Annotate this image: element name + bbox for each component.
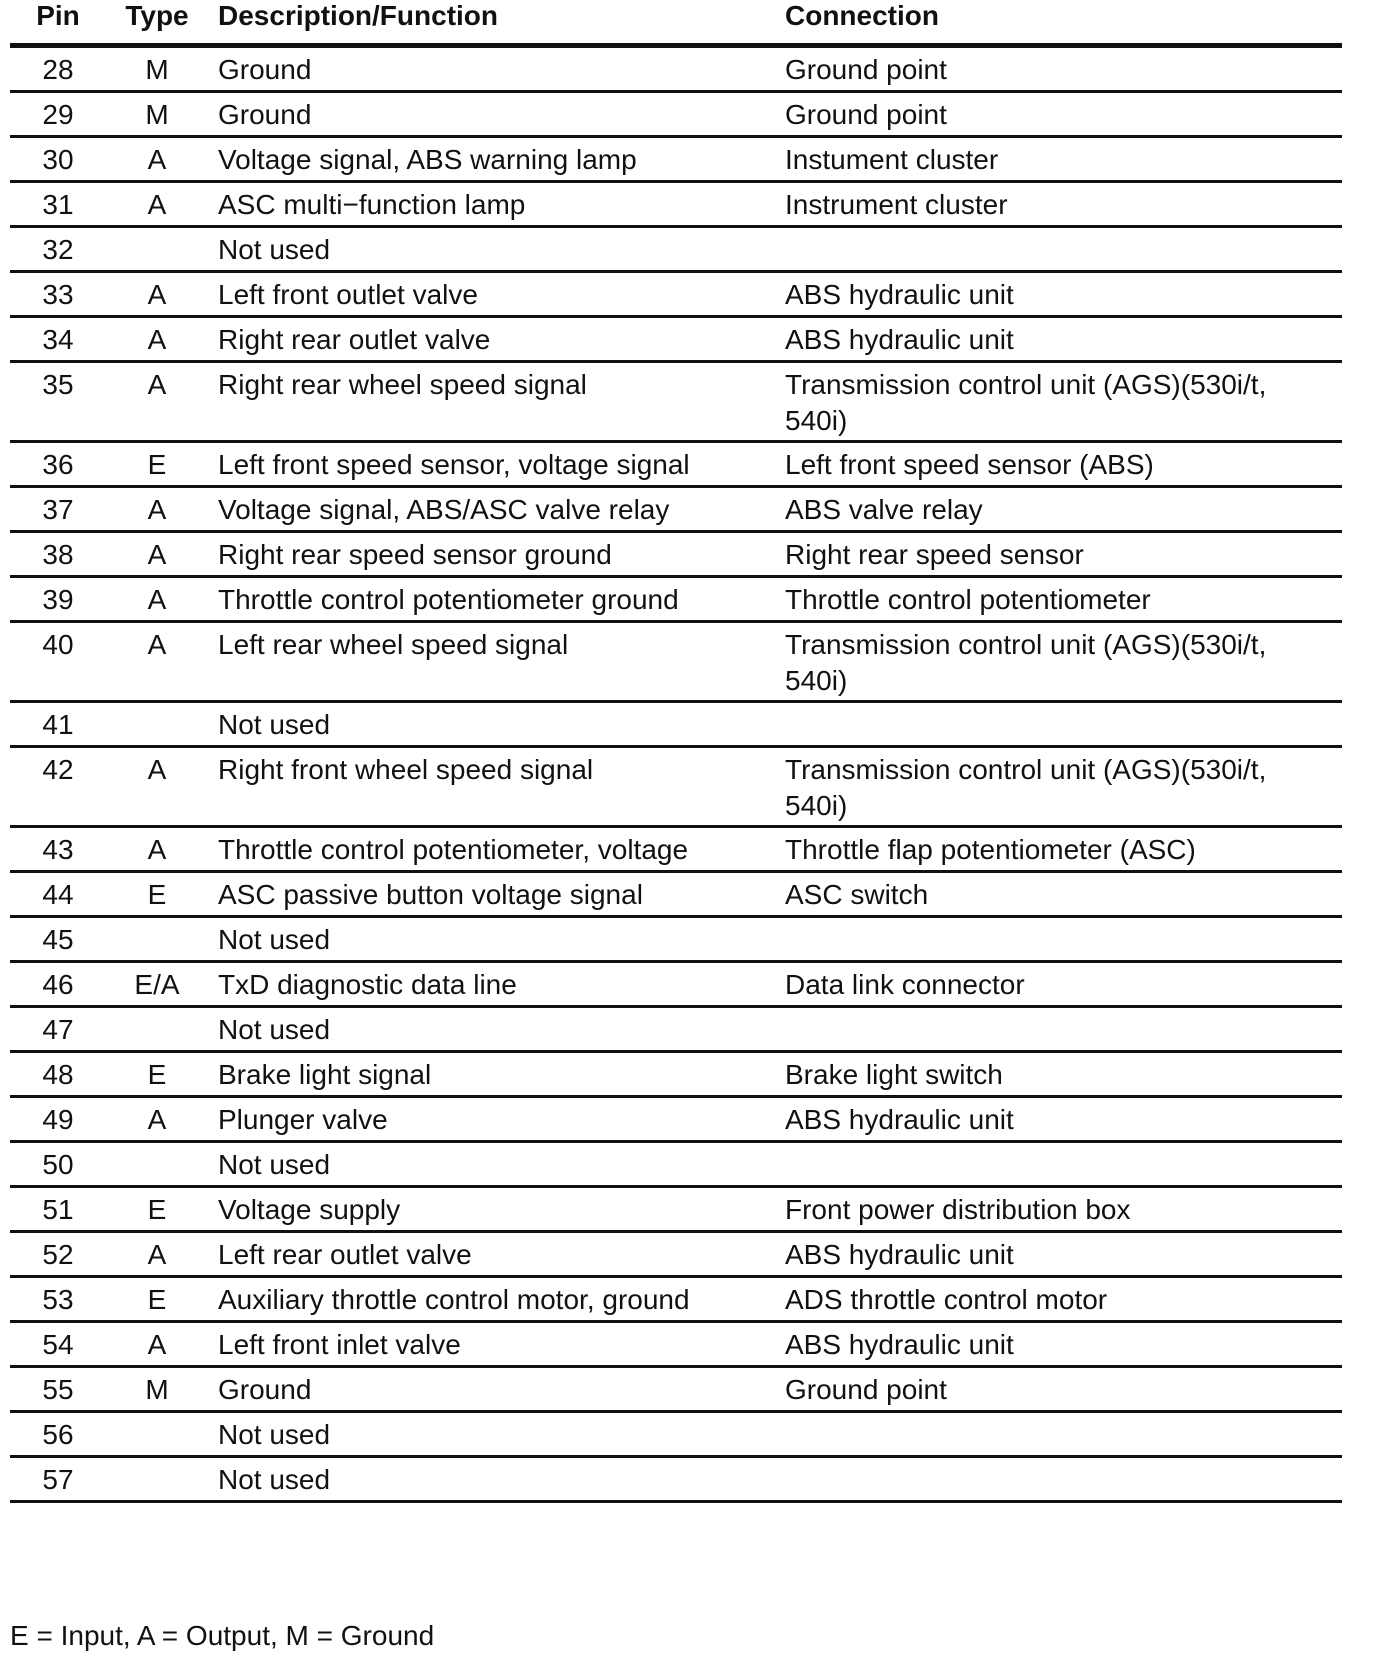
description-cell: Throttle control potentiometer ground	[218, 584, 679, 615]
pin-cell: 48	[42, 1059, 74, 1090]
description-cell: Not used	[218, 924, 331, 955]
connection-cell: Instument cluster	[785, 144, 999, 175]
table-row	[10, 1053, 1342, 1095]
description-cell: Not used	[218, 1419, 331, 1450]
pin-cell: 35	[42, 369, 74, 400]
connection-cell: Throttle control potentiometer	[785, 584, 1151, 615]
pin-cell: 31	[42, 189, 74, 220]
connection-cell: ASC switch	[785, 879, 929, 910]
table-row	[10, 623, 1342, 700]
description-cell: Right rear outlet valve	[218, 324, 491, 355]
pin-cell: 38	[42, 539, 74, 570]
description-cell: TxD diagnostic data line	[218, 969, 517, 1000]
pin-cell: 46	[42, 969, 74, 1000]
table-row	[10, 363, 1342, 440]
connection-cell: Left front speed sensor (ABS)	[785, 449, 1154, 480]
connection-cell: ADS throttle control motor	[785, 1284, 1108, 1315]
pin-cell: 50	[42, 1149, 74, 1180]
type-cell: E	[147, 1059, 167, 1090]
description-cell: Not used	[218, 709, 331, 740]
header-connection: Connection	[785, 0, 939, 31]
description-cell: Ground	[218, 99, 312, 130]
type-cell: A	[147, 629, 167, 660]
connection-cell: ABS hydraulic unit	[785, 1104, 1014, 1135]
pin-cell: 30	[42, 144, 74, 175]
table-row	[10, 578, 1342, 620]
pin-cell: 34	[42, 324, 74, 355]
pin-cell: 44	[42, 879, 74, 910]
table-row	[10, 1098, 1342, 1140]
pin-cell: 37	[42, 494, 74, 525]
type-cell: A	[147, 754, 167, 785]
type-cell: A	[147, 189, 167, 220]
table-row	[10, 1278, 1342, 1320]
description-cell: Plunger valve	[218, 1104, 388, 1135]
pin-cell: 47	[42, 1014, 74, 1045]
type-legend: E = Input, A = Output, M = Ground	[10, 1620, 435, 1651]
table-row	[10, 48, 1342, 90]
pin-cell: 42	[42, 754, 74, 785]
connection-cell: ABS hydraulic unit	[785, 279, 1014, 310]
type-cell: A	[147, 144, 167, 175]
connection-cell: Transmission control unit (AGS)(530i/t, 540i)	[785, 754, 1267, 821]
description-cell: Brake light signal	[218, 1059, 432, 1090]
description-cell: ASC multi−function lamp	[218, 189, 526, 220]
pin-cell: 57	[42, 1464, 74, 1495]
type-cell: E	[147, 1284, 167, 1315]
table-row	[10, 1413, 1342, 1455]
description-cell: Not used	[218, 234, 331, 265]
table-row	[10, 443, 1342, 485]
pin-cell: 52	[42, 1239, 74, 1270]
description-cell: Not used	[218, 1014, 331, 1045]
description-cell: Ground	[218, 1374, 312, 1405]
type-cell: E/A	[134, 969, 180, 1000]
table-row	[10, 273, 1342, 315]
table-row	[10, 1368, 1342, 1410]
description-cell: Right front wheel speed signal	[218, 754, 594, 785]
table-row	[10, 183, 1342, 225]
connection-cell: Throttle flap potentiometer (ASC)	[785, 834, 1196, 865]
table-row	[10, 703, 1342, 745]
header-description: Description/Function	[218, 0, 498, 31]
pin-cell: 45	[42, 924, 74, 955]
connection-cell: Ground point	[785, 1374, 947, 1405]
description-cell: Left rear outlet valve	[218, 1239, 472, 1270]
header-type: Type	[125, 0, 189, 31]
table-row	[10, 873, 1342, 915]
table-row	[10, 488, 1342, 530]
pin-cell: 56	[42, 1419, 74, 1450]
pin-cell: 41	[42, 709, 74, 740]
table-row	[10, 1188, 1342, 1230]
table-row	[10, 1233, 1342, 1275]
pin-cell: 51	[42, 1194, 74, 1225]
connection-cell: Transmission control unit (AGS)(530i/t, 540i)	[785, 629, 1267, 696]
pin-cell: 55	[42, 1374, 74, 1405]
type-cell: A	[147, 494, 167, 525]
description-cell: Left front speed sensor, voltage signal	[218, 449, 690, 480]
table-row	[10, 1008, 1342, 1050]
connection-cell: ABS hydraulic unit	[785, 1239, 1014, 1270]
type-cell: A	[147, 584, 167, 615]
description-cell: Right rear speed sensor ground	[218, 539, 612, 570]
connection-cell: Front power distribution box	[785, 1194, 1131, 1225]
type-cell: A	[147, 834, 167, 865]
description-cell: Not used	[218, 1149, 331, 1180]
type-cell: A	[147, 279, 167, 310]
description-cell: Voltage supply	[218, 1194, 401, 1225]
pin-cell: 39	[42, 584, 74, 615]
connection-cell: ABS hydraulic unit	[785, 1329, 1014, 1360]
pin-cell: 53	[42, 1284, 74, 1315]
type-cell: E	[147, 1194, 167, 1225]
description-cell: Left front outlet valve	[218, 279, 478, 310]
description-cell: Auxiliary throttle control motor, ground	[218, 1284, 690, 1315]
description-cell: Voltage signal, ABS warning lamp	[218, 144, 637, 175]
type-cell: M	[145, 1374, 169, 1405]
type-cell: A	[147, 1239, 167, 1270]
pin-cell: 36	[42, 449, 74, 480]
table-row	[10, 318, 1342, 360]
table-row	[10, 828, 1342, 870]
type-cell: E	[147, 879, 167, 910]
connection-cell: Ground point	[785, 54, 947, 85]
row-divider	[10, 1500, 1342, 1503]
type-cell: A	[147, 1104, 167, 1135]
header-pin: Pin	[36, 0, 80, 31]
table-row	[10, 918, 1342, 960]
connection-cell: Right rear speed sensor	[785, 539, 1084, 570]
description-cell: Ground	[218, 54, 312, 85]
pin-cell: 32	[42, 234, 74, 265]
type-cell: A	[147, 324, 167, 355]
table-row	[10, 93, 1342, 135]
pin-cell: 54	[42, 1329, 74, 1360]
connection-cell: Brake light switch	[785, 1059, 1003, 1090]
table-row	[10, 1143, 1342, 1185]
description-cell: Right rear wheel speed signal	[218, 369, 587, 400]
pin-cell: 43	[42, 834, 74, 865]
connection-cell: Ground point	[785, 99, 947, 130]
description-cell: Voltage signal, ABS/ASC valve relay	[218, 494, 670, 525]
type-cell: A	[147, 1329, 167, 1360]
description-cell: Left front inlet valve	[218, 1329, 461, 1360]
pin-cell: 40	[42, 629, 74, 660]
type-cell: A	[147, 369, 167, 400]
description-cell: Throttle control potentiometer, voltage	[218, 834, 689, 865]
type-cell: M	[145, 99, 169, 130]
table-row	[10, 228, 1342, 270]
connection-cell: ABS hydraulic unit	[785, 324, 1014, 355]
pin-cell: 33	[42, 279, 74, 310]
pin-cell: 29	[42, 99, 74, 130]
pin-cell: 28	[42, 54, 74, 85]
description-cell: ASC passive button voltage signal	[218, 879, 643, 910]
table-row	[10, 1458, 1342, 1500]
connection-cell: Data link connector	[785, 969, 1025, 1000]
table-row	[10, 533, 1342, 575]
connection-cell: Instrument cluster	[785, 189, 1008, 220]
table-row	[10, 748, 1342, 825]
connection-cell: ABS valve relay	[785, 494, 983, 525]
table-row	[10, 963, 1342, 1005]
connection-cell: Transmission control unit (AGS)(530i/t, 540i)	[785, 369, 1267, 436]
table-row	[10, 1323, 1342, 1365]
description-cell: Not used	[218, 1464, 331, 1495]
type-cell: M	[145, 54, 169, 85]
type-cell: E	[147, 449, 167, 480]
pin-cell: 49	[42, 1104, 74, 1135]
description-cell: Left rear wheel speed signal	[218, 629, 569, 660]
type-cell: A	[147, 539, 167, 570]
table-row	[10, 138, 1342, 180]
